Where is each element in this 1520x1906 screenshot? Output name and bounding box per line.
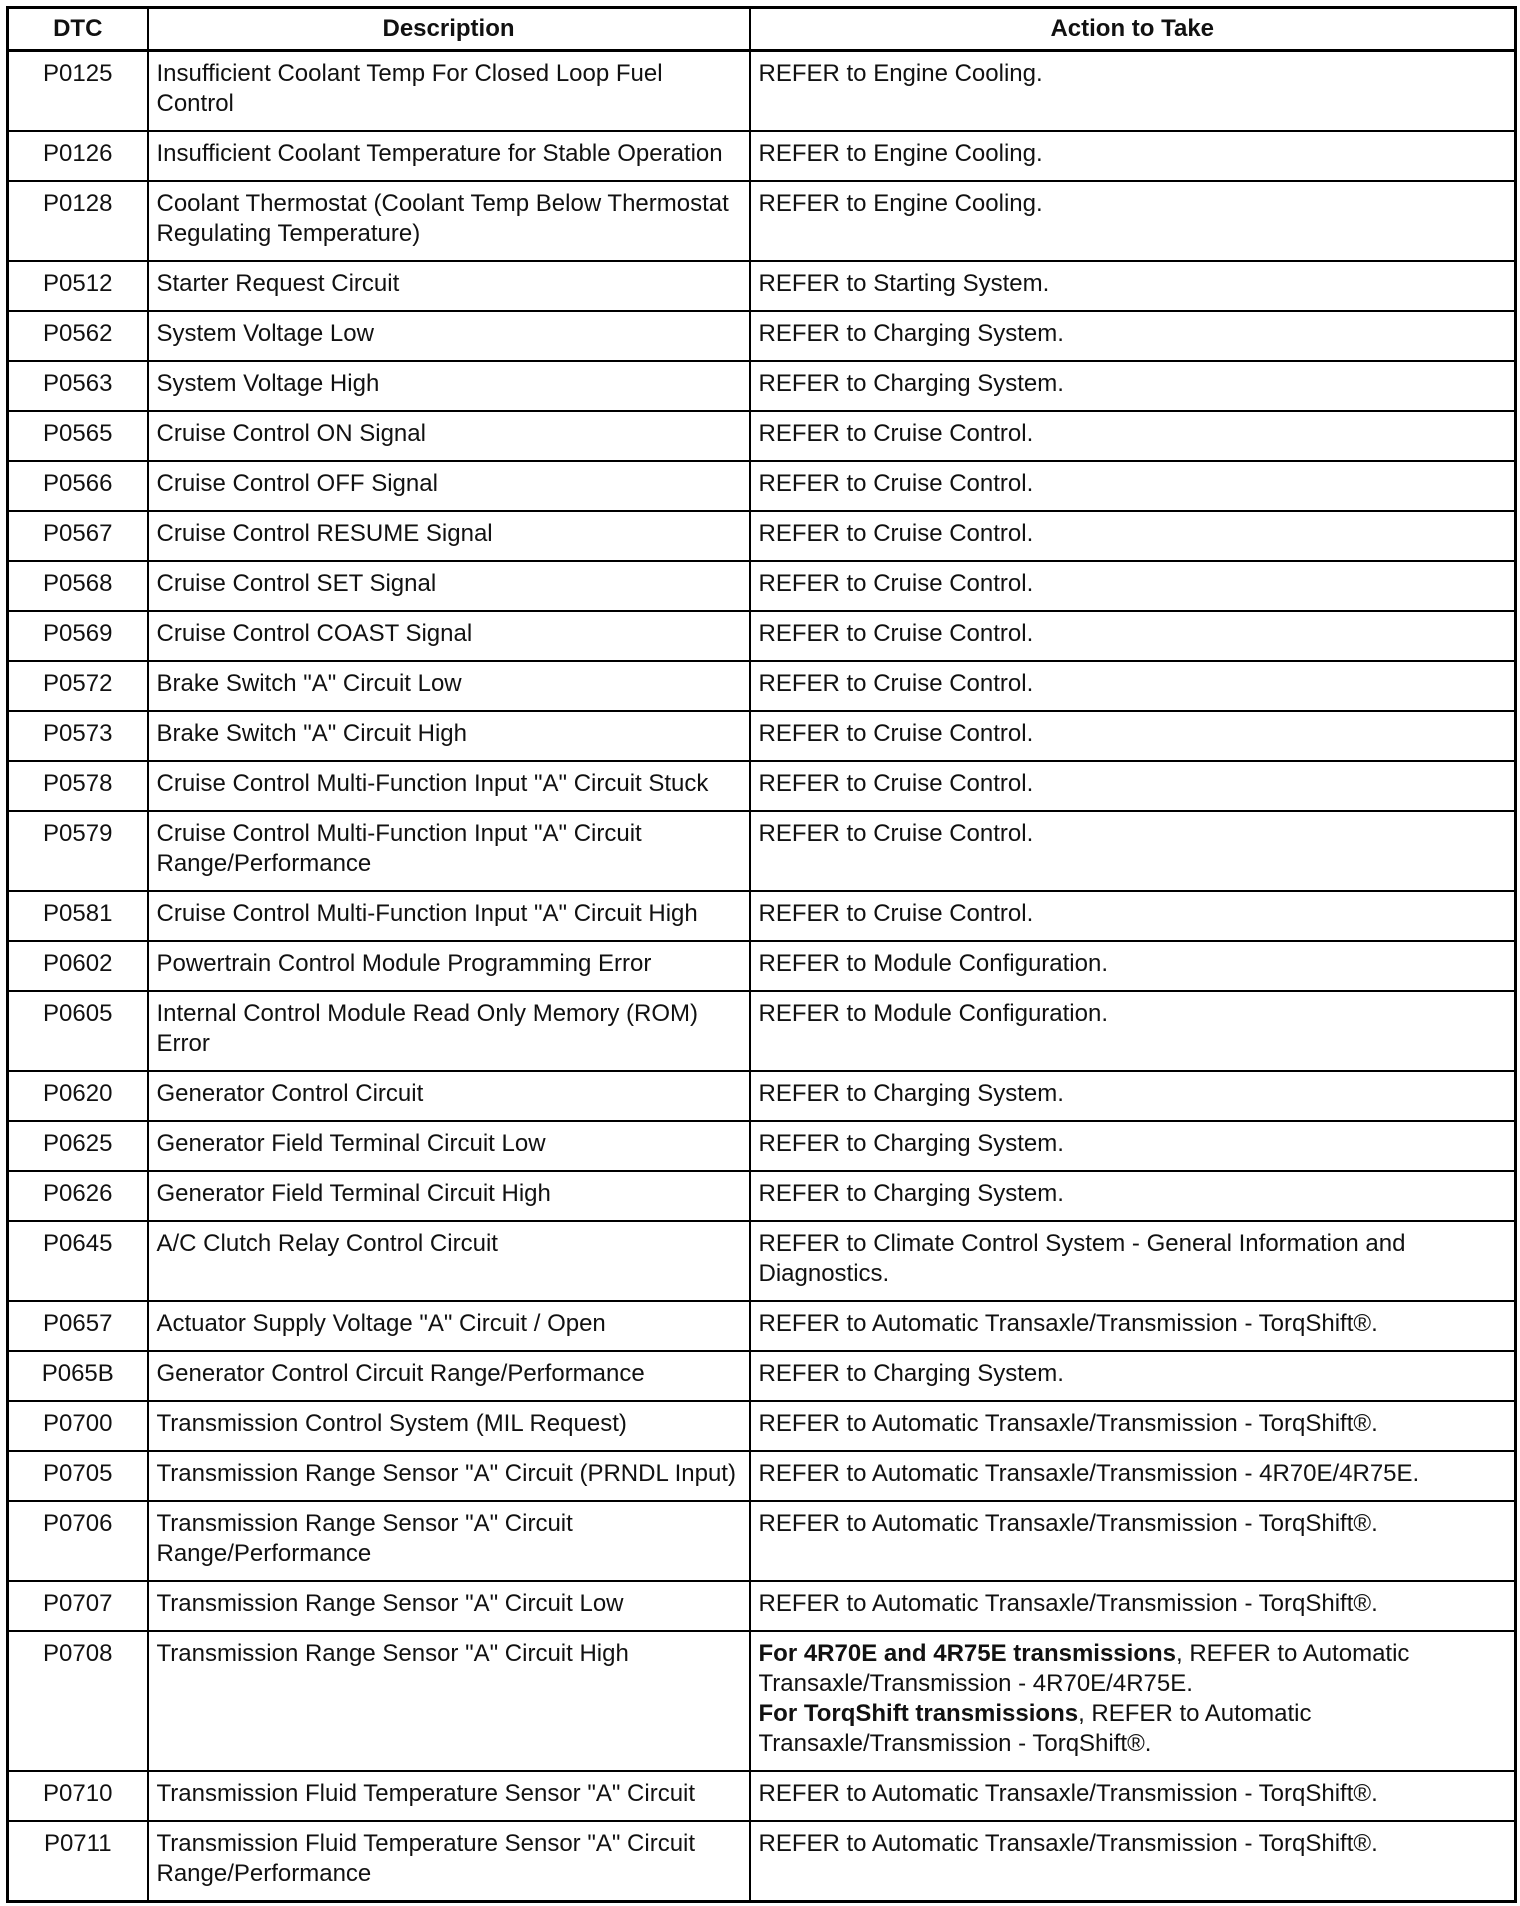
action-cell: REFER to Climate Control System - General Information and Diagnostics. [750, 1221, 1516, 1301]
dtc-code-cell: P0579 [8, 811, 148, 891]
header-dtc: DTC [8, 8, 148, 51]
action-cell: REFER to Charging System. [750, 1121, 1516, 1171]
description-cell: Transmission Fluid Temperature Sensor "A" Circuit Range/Performance [148, 1821, 750, 1902]
table-row [8, 261, 1516, 311]
table-row [8, 361, 1516, 411]
table-row [8, 811, 1516, 891]
description-cell: Cruise Control RESUME Signal [148, 511, 750, 561]
table-row [8, 1631, 1516, 1771]
dtc-code-cell: P0626 [8, 1171, 148, 1221]
dtc-code-cell: P0126 [8, 131, 148, 181]
dtc-code-cell: P0581 [8, 891, 148, 941]
description-cell: Brake Switch "A" Circuit Low [148, 661, 750, 711]
description-cell: Generator Control Circuit Range/Performance [148, 1351, 750, 1401]
description-cell: Actuator Supply Voltage "A" Circuit / Open [148, 1301, 750, 1351]
table-row [8, 511, 1516, 561]
header-description: Description [148, 8, 750, 51]
action-cell: REFER to Module Configuration. [750, 941, 1516, 991]
dtc-code-cell: P0625 [8, 1121, 148, 1171]
action-cell: REFER to Cruise Control. [750, 811, 1516, 891]
table-row [8, 1501, 1516, 1581]
description-cell: Transmission Range Sensor "A" Circuit Low [148, 1581, 750, 1631]
description-cell: Internal Control Module Read Only Memory (ROM) Error [148, 991, 750, 1071]
table-row [8, 1451, 1516, 1501]
action-cell: REFER to Cruise Control. [750, 511, 1516, 561]
dtc-code-cell: P0569 [8, 611, 148, 661]
action-cell: REFER to Engine Cooling. [750, 51, 1516, 132]
table-row [8, 561, 1516, 611]
description-cell: Starter Request Circuit [148, 261, 750, 311]
action-cell: REFER to Automatic Transaxle/Transmission - TorqShift®. [750, 1771, 1516, 1821]
dtc-code-cell: P0602 [8, 941, 148, 991]
action-cell: REFER to Cruise Control. [750, 711, 1516, 761]
dtc-code-cell: P0710 [8, 1771, 148, 1821]
table-row [8, 1171, 1516, 1221]
action-condition: For 4R70E and 4R75E transmissions [758, 1640, 1176, 1667]
table-row [8, 1771, 1516, 1821]
table-row [8, 1221, 1516, 1301]
table-row [8, 661, 1516, 711]
dtc-code-cell: P0573 [8, 711, 148, 761]
table-row [8, 1071, 1516, 1121]
action-text: , REFER to Automatic Transaxle/Transmission - TorqShift®. [758, 1700, 1312, 1757]
description-cell: Cruise Control Multi-Function Input "A" Circuit High [148, 891, 750, 941]
description-cell: Cruise Control OFF Signal [148, 461, 750, 511]
table-row [8, 891, 1516, 941]
description-cell: Cruise Control SET Signal [148, 561, 750, 611]
description-cell: Transmission Range Sensor "A" Circuit (PRNDL Input) [148, 1451, 750, 1501]
description-cell: Cruise Control ON Signal [148, 411, 750, 461]
description-cell: Brake Switch "A" Circuit High [148, 711, 750, 761]
dtc-code-cell: P0567 [8, 511, 148, 561]
table-row [8, 711, 1516, 761]
action-cell: REFER to Automatic Transaxle/Transmission - 4R70E/4R75E. [750, 1451, 1516, 1501]
table-row [8, 991, 1516, 1071]
description-cell: Insufficient Coolant Temp For Closed Loop Fuel Control [148, 51, 750, 132]
action-cell: REFER to Cruise Control. [750, 611, 1516, 661]
dtc-code-cell: P0578 [8, 761, 148, 811]
table-row [8, 411, 1516, 461]
table-row [8, 1581, 1516, 1631]
description-cell: Cruise Control COAST Signal [148, 611, 750, 661]
header-row [8, 8, 1516, 51]
action-cell: REFER to Cruise Control. [750, 761, 1516, 811]
dtc-code-cell: P0572 [8, 661, 148, 711]
description-cell: A/C Clutch Relay Control Circuit [148, 1221, 750, 1301]
action-cell: REFER to Charging System. [750, 1071, 1516, 1121]
description-cell: Transmission Fluid Temperature Sensor "A" Circuit [148, 1771, 750, 1821]
action-instruction [759, 1699, 1507, 1759]
table-row [8, 51, 1516, 132]
header-action: Action to Take [750, 8, 1516, 51]
table-row [8, 761, 1516, 811]
action-cell: REFER to Automatic Transaxle/Transmission - TorqShift®. [750, 1821, 1516, 1902]
dtc-code-cell: P0707 [8, 1581, 148, 1631]
table-row [8, 611, 1516, 661]
description-cell: Cruise Control Multi-Function Input "A" Circuit Stuck [148, 761, 750, 811]
dtc-code-cell: P0706 [8, 1501, 148, 1581]
action-cell: REFER to Charging System. [750, 1351, 1516, 1401]
table-row [8, 1401, 1516, 1451]
table-row [8, 941, 1516, 991]
dtc-code-cell: P0568 [8, 561, 148, 611]
action-instruction [759, 1639, 1507, 1699]
table-row [8, 1121, 1516, 1171]
dtc-table [6, 6, 1517, 1903]
action-cell: REFER to Cruise Control. [750, 461, 1516, 511]
action-cell: REFER to Charging System. [750, 311, 1516, 361]
description-cell: System Voltage High [148, 361, 750, 411]
action-cell [750, 1631, 1516, 1771]
description-cell: Transmission Range Sensor "A" Circuit High [148, 1631, 750, 1771]
action-cell: REFER to Charging System. [750, 361, 1516, 411]
action-cell: REFER to Module Configuration. [750, 991, 1516, 1071]
description-cell: Generator Field Terminal Circuit Low [148, 1121, 750, 1171]
table-row [8, 1351, 1516, 1401]
table-body [8, 51, 1516, 1902]
dtc-code-cell: P0512 [8, 261, 148, 311]
action-cell: REFER to Cruise Control. [750, 891, 1516, 941]
description-cell: Coolant Thermostat (Coolant Temp Below Thermostat Regulating Temperature) [148, 181, 750, 261]
description-cell: Generator Field Terminal Circuit High [148, 1171, 750, 1221]
action-cell: REFER to Cruise Control. [750, 411, 1516, 461]
dtc-code-cell: P0562 [8, 311, 148, 361]
action-cell: REFER to Cruise Control. [750, 661, 1516, 711]
dtc-code-cell: P0708 [8, 1631, 148, 1771]
table-row [8, 1821, 1516, 1902]
dtc-code-cell: P0563 [8, 361, 148, 411]
action-text: , REFER to Automatic Transaxle/Transmission - 4R70E/4R75E. [758, 1640, 1410, 1697]
action-cell: REFER to Starting System. [750, 261, 1516, 311]
table-header [8, 8, 1516, 51]
description-cell: Transmission Range Sensor "A" Circuit Range/Performance [148, 1501, 750, 1581]
table-row [8, 131, 1516, 181]
dtc-code-cell: P0711 [8, 1821, 148, 1902]
table-row [8, 1301, 1516, 1351]
description-cell: Powertrain Control Module Programming Error [148, 941, 750, 991]
action-condition: For TorqShift transmissions [758, 1700, 1079, 1727]
description-cell: Cruise Control Multi-Function Input "A" Circuit Range/Performance [148, 811, 750, 891]
table-row [8, 461, 1516, 511]
action-cell: REFER to Automatic Transaxle/Transmission - TorqShift®. [750, 1581, 1516, 1631]
action-cell: REFER to Cruise Control. [750, 561, 1516, 611]
action-cell: REFER to Charging System. [750, 1171, 1516, 1221]
dtc-code-cell: P065B [8, 1351, 148, 1401]
description-cell: Insufficient Coolant Temperature for Stable Operation [148, 131, 750, 181]
description-cell: System Voltage Low [148, 311, 750, 361]
dtc-code-cell: P0565 [8, 411, 148, 461]
action-cell: REFER to Automatic Transaxle/Transmission - TorqShift®. [750, 1401, 1516, 1451]
description-cell: Transmission Control System (MIL Request) [148, 1401, 750, 1451]
table-row [8, 181, 1516, 261]
description-cell: Generator Control Circuit [148, 1071, 750, 1121]
dtc-code-cell: P0620 [8, 1071, 148, 1121]
dtc-code-cell: P0566 [8, 461, 148, 511]
table-row [8, 311, 1516, 361]
document-page [6, 6, 1514, 1903]
dtc-code-cell: P0125 [8, 51, 148, 132]
action-cell: REFER to Automatic Transaxle/Transmission - TorqShift®. [750, 1501, 1516, 1581]
dtc-code-cell: P0700 [8, 1401, 148, 1451]
action-cell: REFER to Engine Cooling. [750, 131, 1516, 181]
dtc-code-cell: P0657 [8, 1301, 148, 1351]
dtc-code-cell: P0128 [8, 181, 148, 261]
action-cell: REFER to Automatic Transaxle/Transmission - TorqShift®. [750, 1301, 1516, 1351]
dtc-code-cell: P0645 [8, 1221, 148, 1301]
dtc-code-cell: P0705 [8, 1451, 148, 1501]
action-cell: REFER to Engine Cooling. [750, 181, 1516, 261]
dtc-code-cell: P0605 [8, 991, 148, 1071]
